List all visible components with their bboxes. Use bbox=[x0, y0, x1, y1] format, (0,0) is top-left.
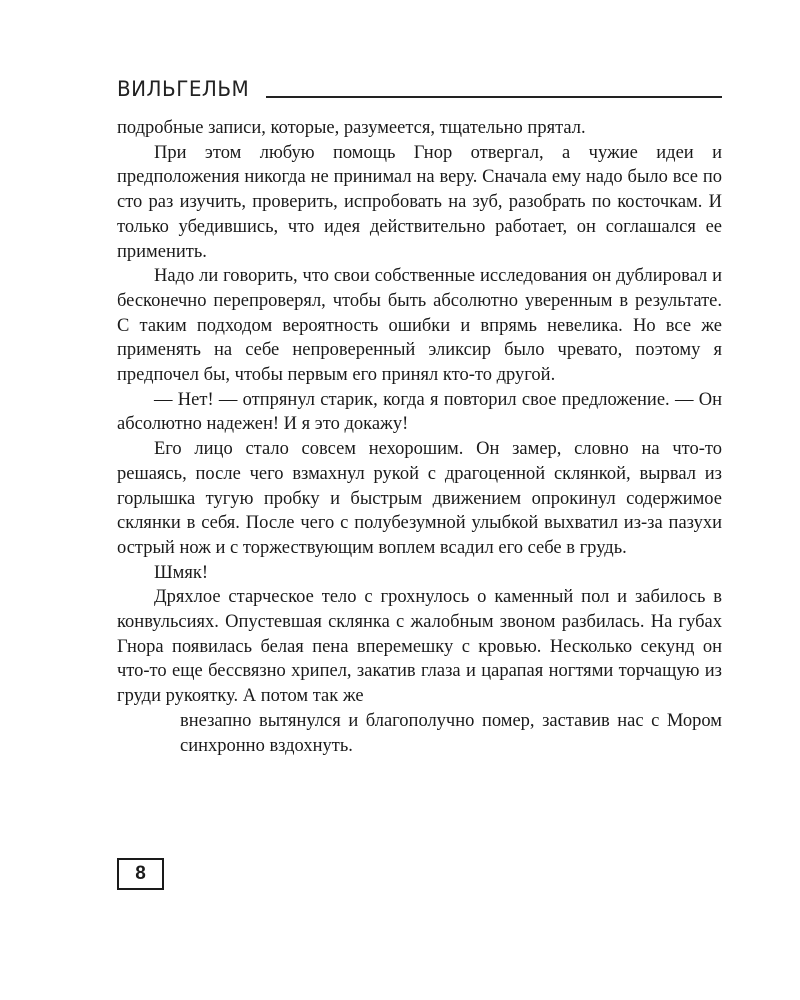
paragraph: Дряхлое старческое тело с грохнулось о каменный пол и забилось в конвульсиях. Опустевшая склянка с жалобным звоном разбилась. На губах Гнора появилась белая пена вперемешку с кровью. Несколько секунд он что-то еще бессвязно хрипел, закатив глаза и царапая ногтями торчащую из груди рукоятку. А потом так же bbox=[117, 587, 722, 707]
page-number: 8 bbox=[117, 858, 164, 890]
running-title: ВИЛЬГЕЛЬМ bbox=[117, 77, 250, 101]
page-body bbox=[117, 116, 722, 758]
paragraph: При этом любую помощь Гнор отвергал, а чужие идеи и предположения никогда не принимал на веру. Сначала ему надо было все по сто раз изучить, проверить, испробовать на зуб, разобрать по косточкам. И только убедившись, что идея действительно работает, он соглашался ее применить. bbox=[117, 142, 722, 262]
paragraph: — Нет! — отпрянул старик, когда я повторил свое предложение. — Он абсолютно надежен! И я это докажу! bbox=[117, 389, 722, 435]
paragraph: Надо ли говорить, что свои собственные исследования он дублировал и бесконечно перепроверял, чтобы быть абсолютно уверенным в результате. С таким подходом вероятность ошибки и впрямь невелика. Но все же применять на себе непроверенный эликсир было чревато, поэтому я предпочел бы, чтобы первым его принял кто-то другой. bbox=[117, 266, 722, 386]
paragraph: Шмяк! bbox=[154, 562, 209, 583]
paragraph: Его лицо стало совсем нехорошим. Он замер, словно на что-то решаясь, после чего взмахнул рукой с драгоценной склянкой, вырвал из горлышка тугую пробку и быстрым движением опрокинул содержимое склянки в себя. После чего с полубезумной улыбкой выхватил из-за пазухи острый нож и с торжествующим воплем всадил его себе в грудь. bbox=[117, 439, 722, 558]
running-header bbox=[117, 76, 722, 100]
paragraph: подробные записи, которые, разумеется, тщательно прятал. bbox=[117, 118, 586, 138]
paragraph: внезапно вытянулся и благополучно помер, заставив нас с Мором синхронно вздохнуть. bbox=[180, 710, 722, 756]
header-rule bbox=[266, 96, 722, 98]
